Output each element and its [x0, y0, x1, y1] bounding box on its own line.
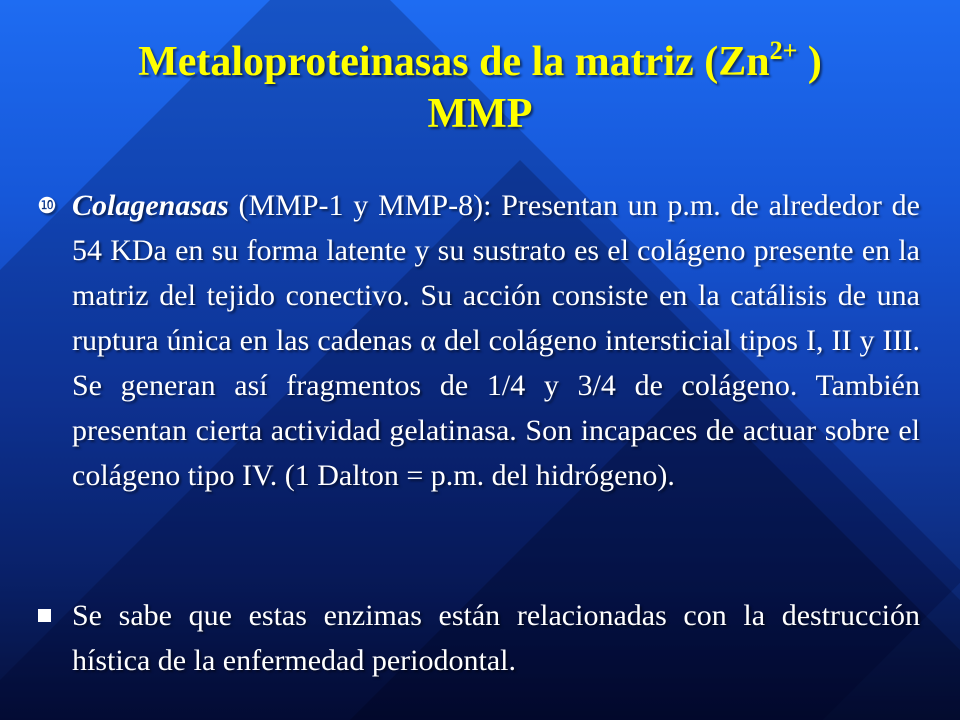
- bullet-term: Colagenasas: [72, 189, 229, 222]
- bullet-body: (MMP-1 y MMP-8): Presentan un p.m. de alrededor de 54 KDa en su forma latente y su sustrato es el colágeno presente en la matriz del tejido conectivo. Su acción consiste en la catálisis de una ruptura única en las cadenas α del colágeno intersticial tipos I, II y III. Se generan así fragmentos de 1/4 y 3/4 de colágeno. También presentan cierta actividad gelatinasa. Son incapaces de actuar sobre el colágeno tipo IV. (1 Dalton = p.m. del hidrógeno).: [72, 189, 920, 492]
- bullet-text: Se sabe que estas enzimas están relacionadas con la destrucción hística de la enfermedad periodontal.: [72, 599, 920, 677]
- title-close: ): [797, 39, 822, 85]
- bullet-text: [72, 183, 920, 498]
- square-bullet-icon: [38, 609, 51, 622]
- bullet-item-periodontal: [32, 593, 920, 683]
- bullet-item-colagenasas: [32, 183, 920, 498]
- slide-title: [40, 36, 920, 140]
- title-main: Metaloproteinasas de la matriz (Zn: [138, 39, 770, 85]
- circled-ten-bullet-icon: ❿: [37, 193, 57, 218]
- title-superscript: 2+: [769, 36, 798, 65]
- title-line2: MMP: [427, 91, 533, 137]
